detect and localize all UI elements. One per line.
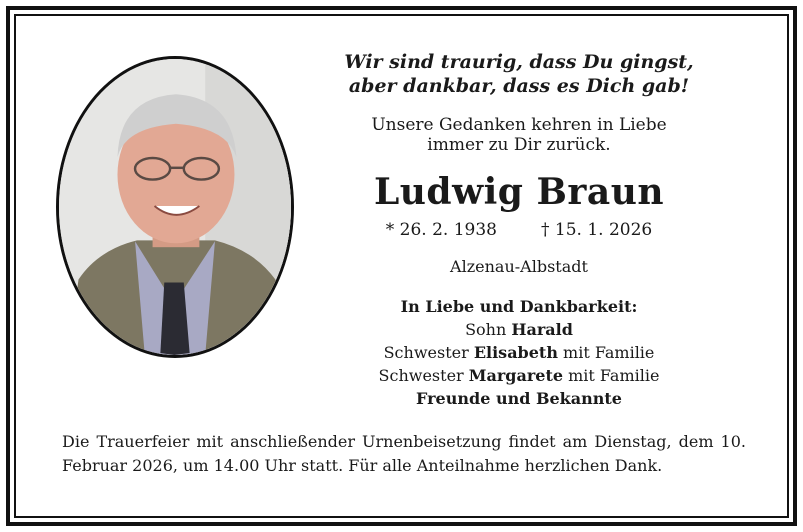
mourner-name: Elisabeth — [473, 343, 558, 362]
thoughts-text — [335, 115, 703, 155]
deceased-name: Ludwig Braun — [373, 171, 665, 213]
portrait-photo — [56, 56, 294, 358]
funeral-notice: Die Trauerfeier mit anschließender Urnenbeisetzung findet am Dienstag, dem 10. Februar 2026, um 14.00 Uhr statt. Für alle Anteilnahme herzlichen Dank. — [62, 432, 746, 475]
mourner-suffix: mit Familie — [557, 343, 655, 362]
life-dates — [335, 219, 703, 241]
mourner-suffix: mit Familie — [563, 366, 660, 385]
mourner-row — [335, 387, 703, 410]
mourner-relation: Schwester — [383, 343, 474, 362]
verse-line-2: aber dankbar, dass es Dich gab! — [348, 75, 690, 97]
birth-date: * 26. 2. 1938 — [385, 220, 497, 240]
thoughts-line-2: immer zu Dir zurück. — [427, 135, 611, 155]
residence: Alzenau-Albstadt — [450, 257, 588, 276]
thoughts-line-1: Unsere Gedanken kehren in Liebe — [371, 115, 667, 135]
mourner-row — [335, 364, 703, 387]
mourner-name: Margarete — [468, 366, 564, 385]
mourner-row — [335, 341, 703, 364]
mourner-relation: Sohn — [465, 320, 512, 339]
memorial-verse — [335, 50, 703, 98]
verse-line-1: Wir sind traurig, dass Du gingst, — [344, 51, 694, 73]
death-date: † 15. 1. 2026 — [541, 220, 653, 240]
mourners-heading: In Liebe und Dankbarkeit: — [400, 297, 638, 316]
mourner-relation: Schwester — [378, 366, 469, 385]
mourner-name: Harald — [511, 320, 573, 339]
mourner-row — [335, 318, 703, 341]
mourner-name: Freunde und Bekannte — [416, 389, 622, 408]
mourners-list — [335, 295, 703, 410]
